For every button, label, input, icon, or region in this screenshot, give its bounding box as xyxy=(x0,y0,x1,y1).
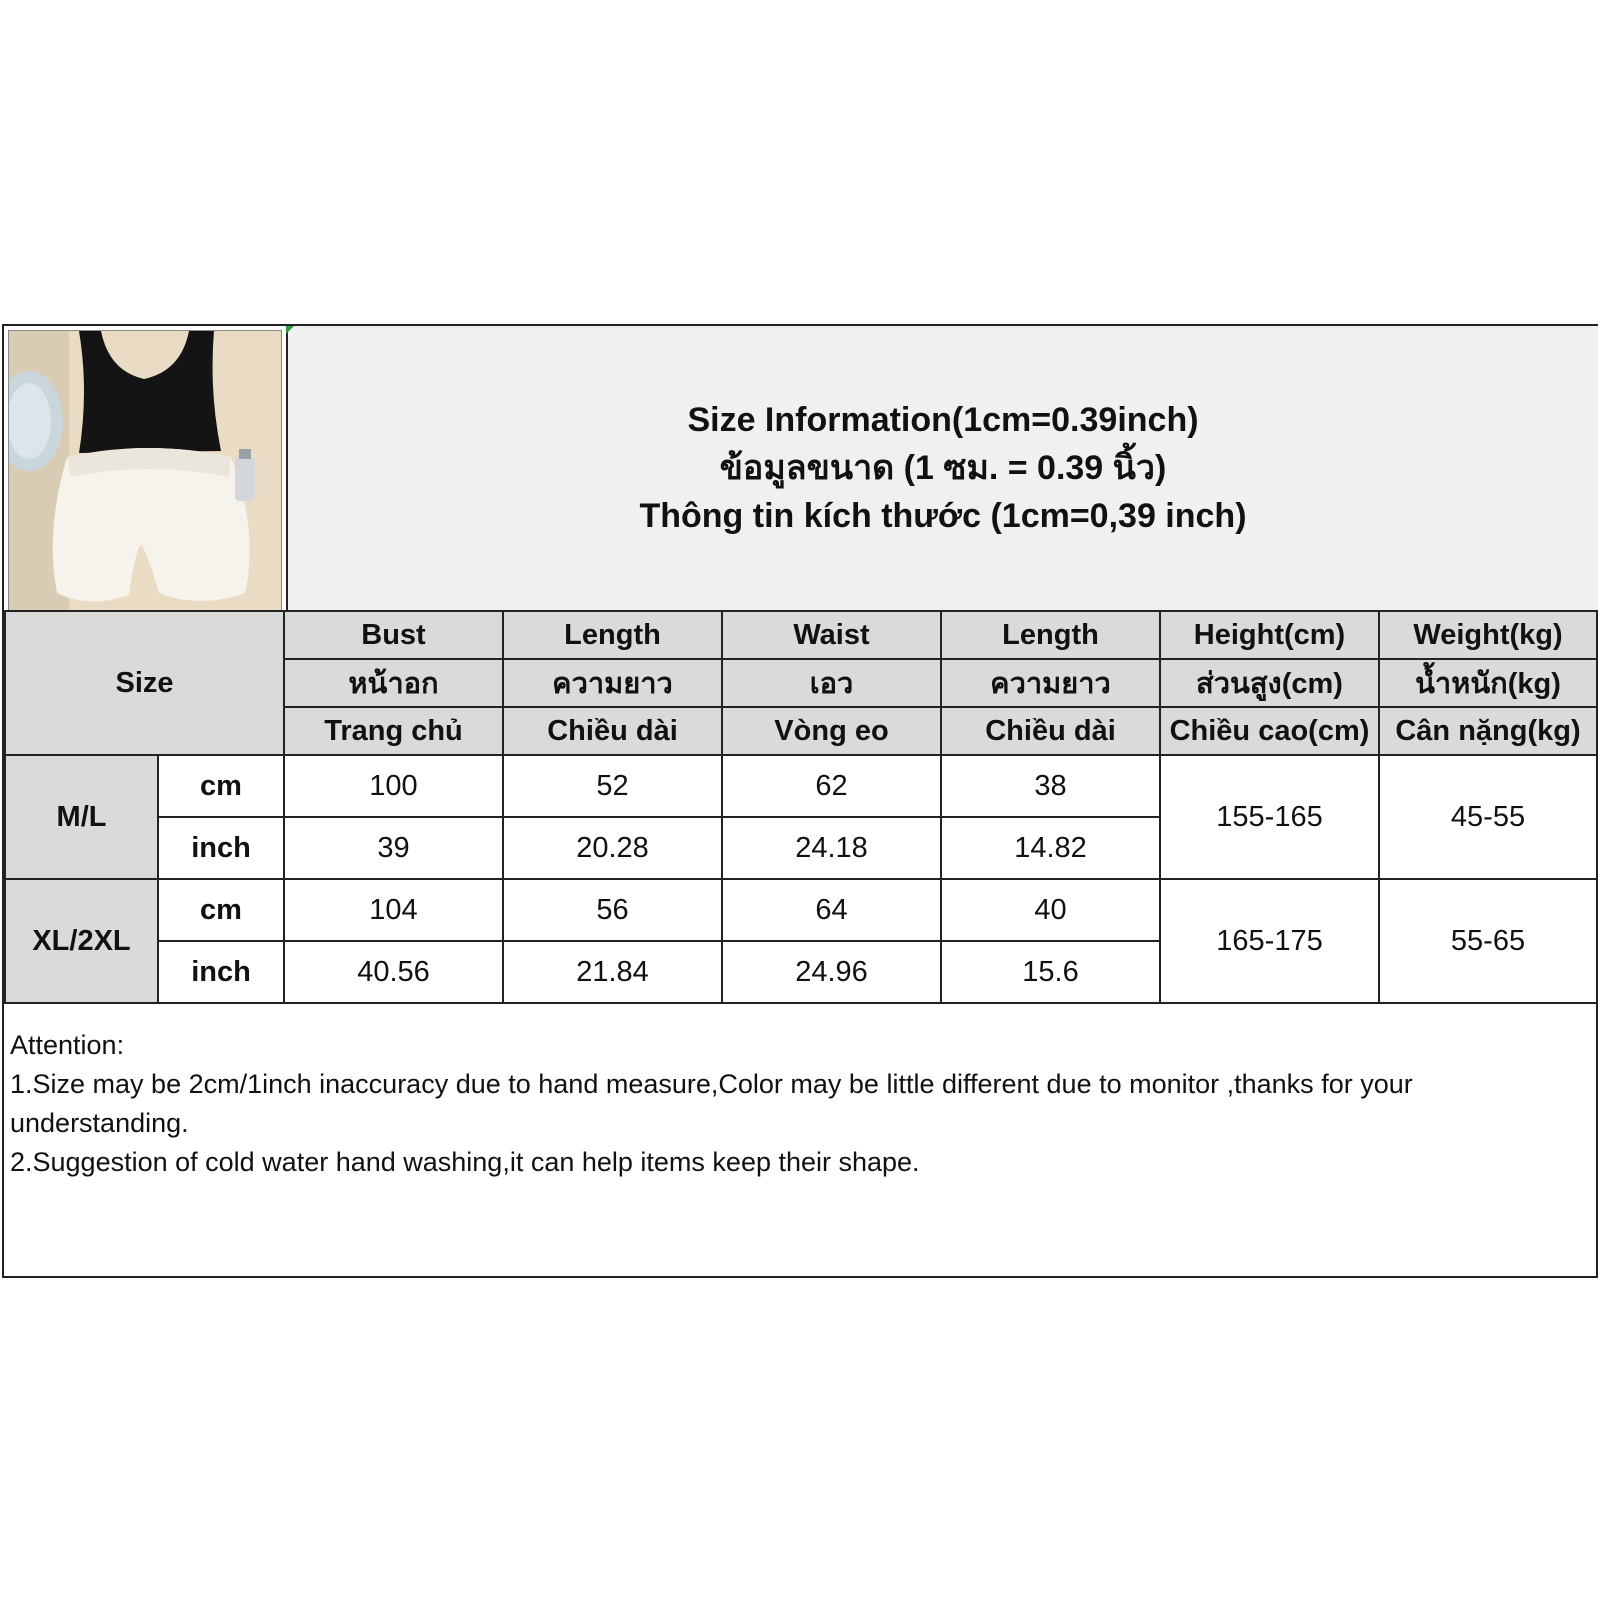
notes-item-2: 2.Suggestion of cold water hand washing,it can help items keep their shape. xyxy=(10,1147,920,1177)
product-photo-illustration xyxy=(9,331,281,613)
col-header-length-vi: Chiều dài xyxy=(503,707,722,755)
length-inch-cell: 20.28 xyxy=(503,817,722,879)
col-header-waist-th: เอว xyxy=(722,659,941,707)
col-header-height-th: ส่วนสูง(cm) xyxy=(1160,659,1379,707)
col-header-bust-th: หน้าอก xyxy=(284,659,503,707)
size-column-header: Size xyxy=(5,611,284,755)
length2-cm-cell: 40 xyxy=(941,879,1160,941)
size-label-ml: M/L xyxy=(5,755,158,879)
col-header-weight-vi: Cân nặng(kg) xyxy=(1379,707,1597,755)
col-header-bust-en: Bust xyxy=(284,611,503,659)
col-header-length2-th: ความยาว xyxy=(941,659,1160,707)
bust-inch-cell: 39 xyxy=(284,817,503,879)
unit-label-inch: inch xyxy=(158,941,284,1003)
unit-label-inch: inch xyxy=(158,817,284,879)
col-header-height-vi: Chiều cao(cm) xyxy=(1160,707,1379,755)
length2-inch-cell: 14.82 xyxy=(941,817,1160,879)
col-header-weight-en: Weight(kg) xyxy=(1379,611,1597,659)
col-header-length-th: ความยาว xyxy=(503,659,722,707)
length-cm-cell: 56 xyxy=(503,879,722,941)
header-title-vi: Thông tin kích thước (1cm=0,39 inch) xyxy=(639,497,1247,535)
header-title-en: Size Information(1cm=0.39inch) xyxy=(687,401,1199,439)
header-title-th: ข้อมูลขนาด (1 ซม. = 0.39 นิ้ว) xyxy=(719,449,1167,487)
col-header-waist-en: Waist xyxy=(722,611,941,659)
col-header-height-en: Height(cm) xyxy=(1160,611,1379,659)
table-row xyxy=(5,755,1597,817)
table-row xyxy=(5,879,1597,941)
unit-label-cm: cm xyxy=(158,755,284,817)
length2-inch-cell: 15.6 xyxy=(941,941,1160,1003)
col-header-bust-vi: Trang chủ xyxy=(284,707,503,755)
length-cm-cell: 52 xyxy=(503,755,722,817)
weight-cell: 55-65 xyxy=(1379,879,1597,1003)
notes-item-1: 1.Size may be 2cm/1inch inaccuracy due to hand measure,Color may be little different due to monitor ,thanks for your understanding. xyxy=(10,1069,1413,1138)
height-cell: 155-165 xyxy=(1160,755,1379,879)
notes-title: Attention: xyxy=(10,1030,125,1060)
waist-inch-cell: 24.96 xyxy=(722,941,941,1003)
product-photo xyxy=(8,330,282,614)
size-table xyxy=(4,610,1598,1004)
bust-inch-cell: 40.56 xyxy=(284,941,503,1003)
bust-cm-cell: 100 xyxy=(284,755,503,817)
header-row-en xyxy=(5,611,1597,659)
col-header-length2-en: Length xyxy=(941,611,1160,659)
unit-label-cm: cm xyxy=(158,879,284,941)
size-label-xl2xl: XL/2XL xyxy=(5,879,158,1003)
size-info-header xyxy=(286,326,1598,610)
col-header-length2-vi: Chiều dài xyxy=(941,707,1160,755)
col-header-weight-th: น้ำหนัก(kg) xyxy=(1379,659,1597,707)
attention-notes xyxy=(10,1026,1592,1182)
col-header-waist-vi: Vòng eo xyxy=(722,707,941,755)
height-cell: 165-175 xyxy=(1160,879,1379,1003)
weight-cell: 45-55 xyxy=(1379,755,1597,879)
length2-cm-cell: 38 xyxy=(941,755,1160,817)
waist-inch-cell: 24.18 xyxy=(722,817,941,879)
waist-cm-cell: 62 xyxy=(722,755,941,817)
length-inch-cell: 21.84 xyxy=(503,941,722,1003)
waist-cm-cell: 64 xyxy=(722,879,941,941)
col-header-length-en: Length xyxy=(503,611,722,659)
bust-cm-cell: 104 xyxy=(284,879,503,941)
cell-comment-marker xyxy=(286,326,294,334)
size-chart-sheet xyxy=(2,324,1598,1278)
